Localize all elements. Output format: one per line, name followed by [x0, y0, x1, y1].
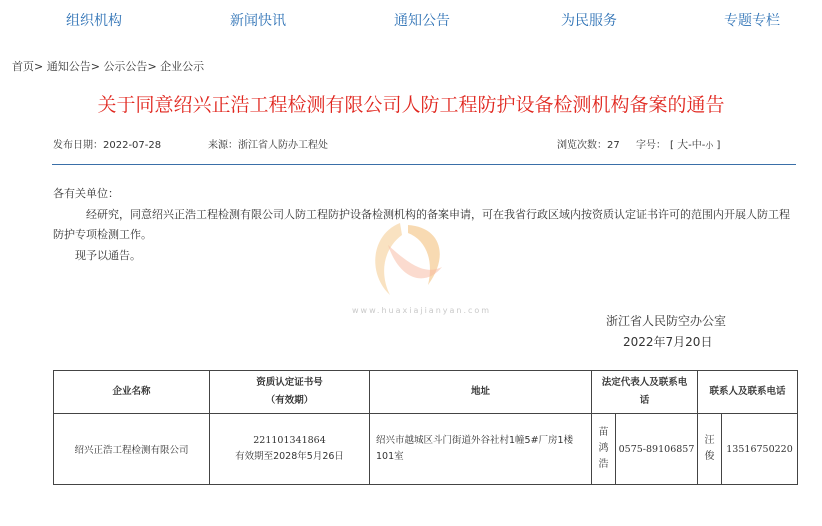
source [208, 136, 328, 151]
source-label: 来源： [208, 140, 238, 151]
cell-legal-phone: 0575-89106857 [616, 414, 698, 485]
header-company: 企业名称 [54, 371, 210, 414]
contact-name-char: 汪 [704, 435, 715, 446]
cell-contact-phone: 13516750220 [722, 414, 798, 485]
fontsize-open: [ [670, 140, 674, 151]
header-divider [52, 164, 796, 165]
publish-date-value: 2022-07-28 [103, 140, 162, 151]
cell-cert-validity: 有效期至2028年5月26日 [235, 451, 344, 462]
cell-certificate [210, 414, 370, 485]
cell-legal-name [592, 414, 616, 485]
cell-contact-name [698, 414, 722, 485]
paragraph-approval: 经研究，同意绍兴正浩工程检测有限公司人防工程防护设备检测机构的备案申请，可在我省行政区域内按资质认定证书许可的范围内开展人防工程防护专项检测工作。 [53, 208, 790, 241]
salutation: 各有关单位： [53, 187, 119, 200]
fontsize-medium-button[interactable]: 中 [691, 140, 702, 151]
legal-name-char: 浩 [598, 459, 609, 470]
page-title: 关于同意绍兴正浩工程检测有限公司人防工程防护设备检测机构备案的通告 [97, 94, 725, 116]
nav-item-notices[interactable]: 通知公告 [394, 13, 450, 29]
table-header-row [54, 371, 798, 414]
publish-date [53, 136, 161, 151]
table-row [54, 414, 798, 485]
nav-item-organization[interactable]: 组织机构 [66, 13, 122, 29]
watermark-text: www.huaxiajianyan.com [352, 306, 492, 315]
header-legal-line2: 话 [639, 395, 650, 406]
filing-table [53, 370, 798, 485]
breadcrumb-notices[interactable]: 通知公告 [46, 60, 91, 73]
source-value: 浙江省人防办工程处 [238, 140, 328, 151]
header-contact: 联系人及联系电话 [698, 371, 798, 414]
top-nav [0, 0, 822, 38]
breadcrumb-separator: > [90, 60, 100, 73]
header-legal-rep [592, 371, 698, 414]
breadcrumb-separator: > [147, 60, 157, 73]
font-size-switcher [636, 136, 720, 152]
breadcrumb [12, 58, 204, 74]
fontsize-small-button[interactable]: 小 [705, 141, 714, 150]
header-certificate [210, 371, 370, 414]
breadcrumb-separator: > [34, 60, 44, 73]
breadcrumb-enterprise[interactable]: 企业公示 [160, 60, 205, 73]
fontsize-dash: - [701, 140, 706, 151]
cell-address: 绍兴市越城区斗门街道外谷社村1幢5#厂房1楼101室 [370, 414, 592, 485]
header-legal-line1: 法定代表人及联系电 [601, 377, 688, 388]
legal-name-char: 苗 [598, 427, 609, 438]
publish-date-label: 发布日期： [53, 140, 103, 151]
legal-name-char: 鸿 [598, 443, 609, 454]
nav-item-public-service[interactable]: 为民服务 [561, 13, 617, 29]
cell-company: 绍兴正浩工程检测有限公司 [54, 414, 210, 485]
signature-date: 2022年7月20日 [623, 335, 713, 349]
view-count [557, 136, 620, 151]
header-cert-line2: （有效期） [265, 395, 314, 406]
views-value: 27 [607, 140, 620, 151]
nav-item-special-topics[interactable]: 专题专栏 [724, 13, 780, 29]
fontsize-large-button[interactable]: 大 [677, 138, 689, 151]
fontsize-close: ] [716, 140, 721, 151]
views-label: 浏览次数： [557, 140, 607, 151]
contact-name-char: 俊 [704, 451, 715, 462]
signature-organization: 浙江省人民防空办公室 [606, 314, 727, 328]
cell-cert-no: 221101341864 [253, 435, 326, 446]
fontsize-dash: - [688, 140, 692, 151]
breadcrumb-home[interactable]: 首页 [12, 60, 34, 73]
breadcrumb-announcements[interactable]: 公示公告 [103, 60, 148, 73]
header-cert-line1: 资质认定证书号 [256, 377, 323, 388]
fontsize-label: 字号： [636, 140, 666, 151]
nav-item-news[interactable]: 新闻快讯 [230, 13, 286, 29]
header-address: 地址 [370, 371, 592, 414]
paragraph-notice: 现予以通告。 [75, 249, 141, 262]
